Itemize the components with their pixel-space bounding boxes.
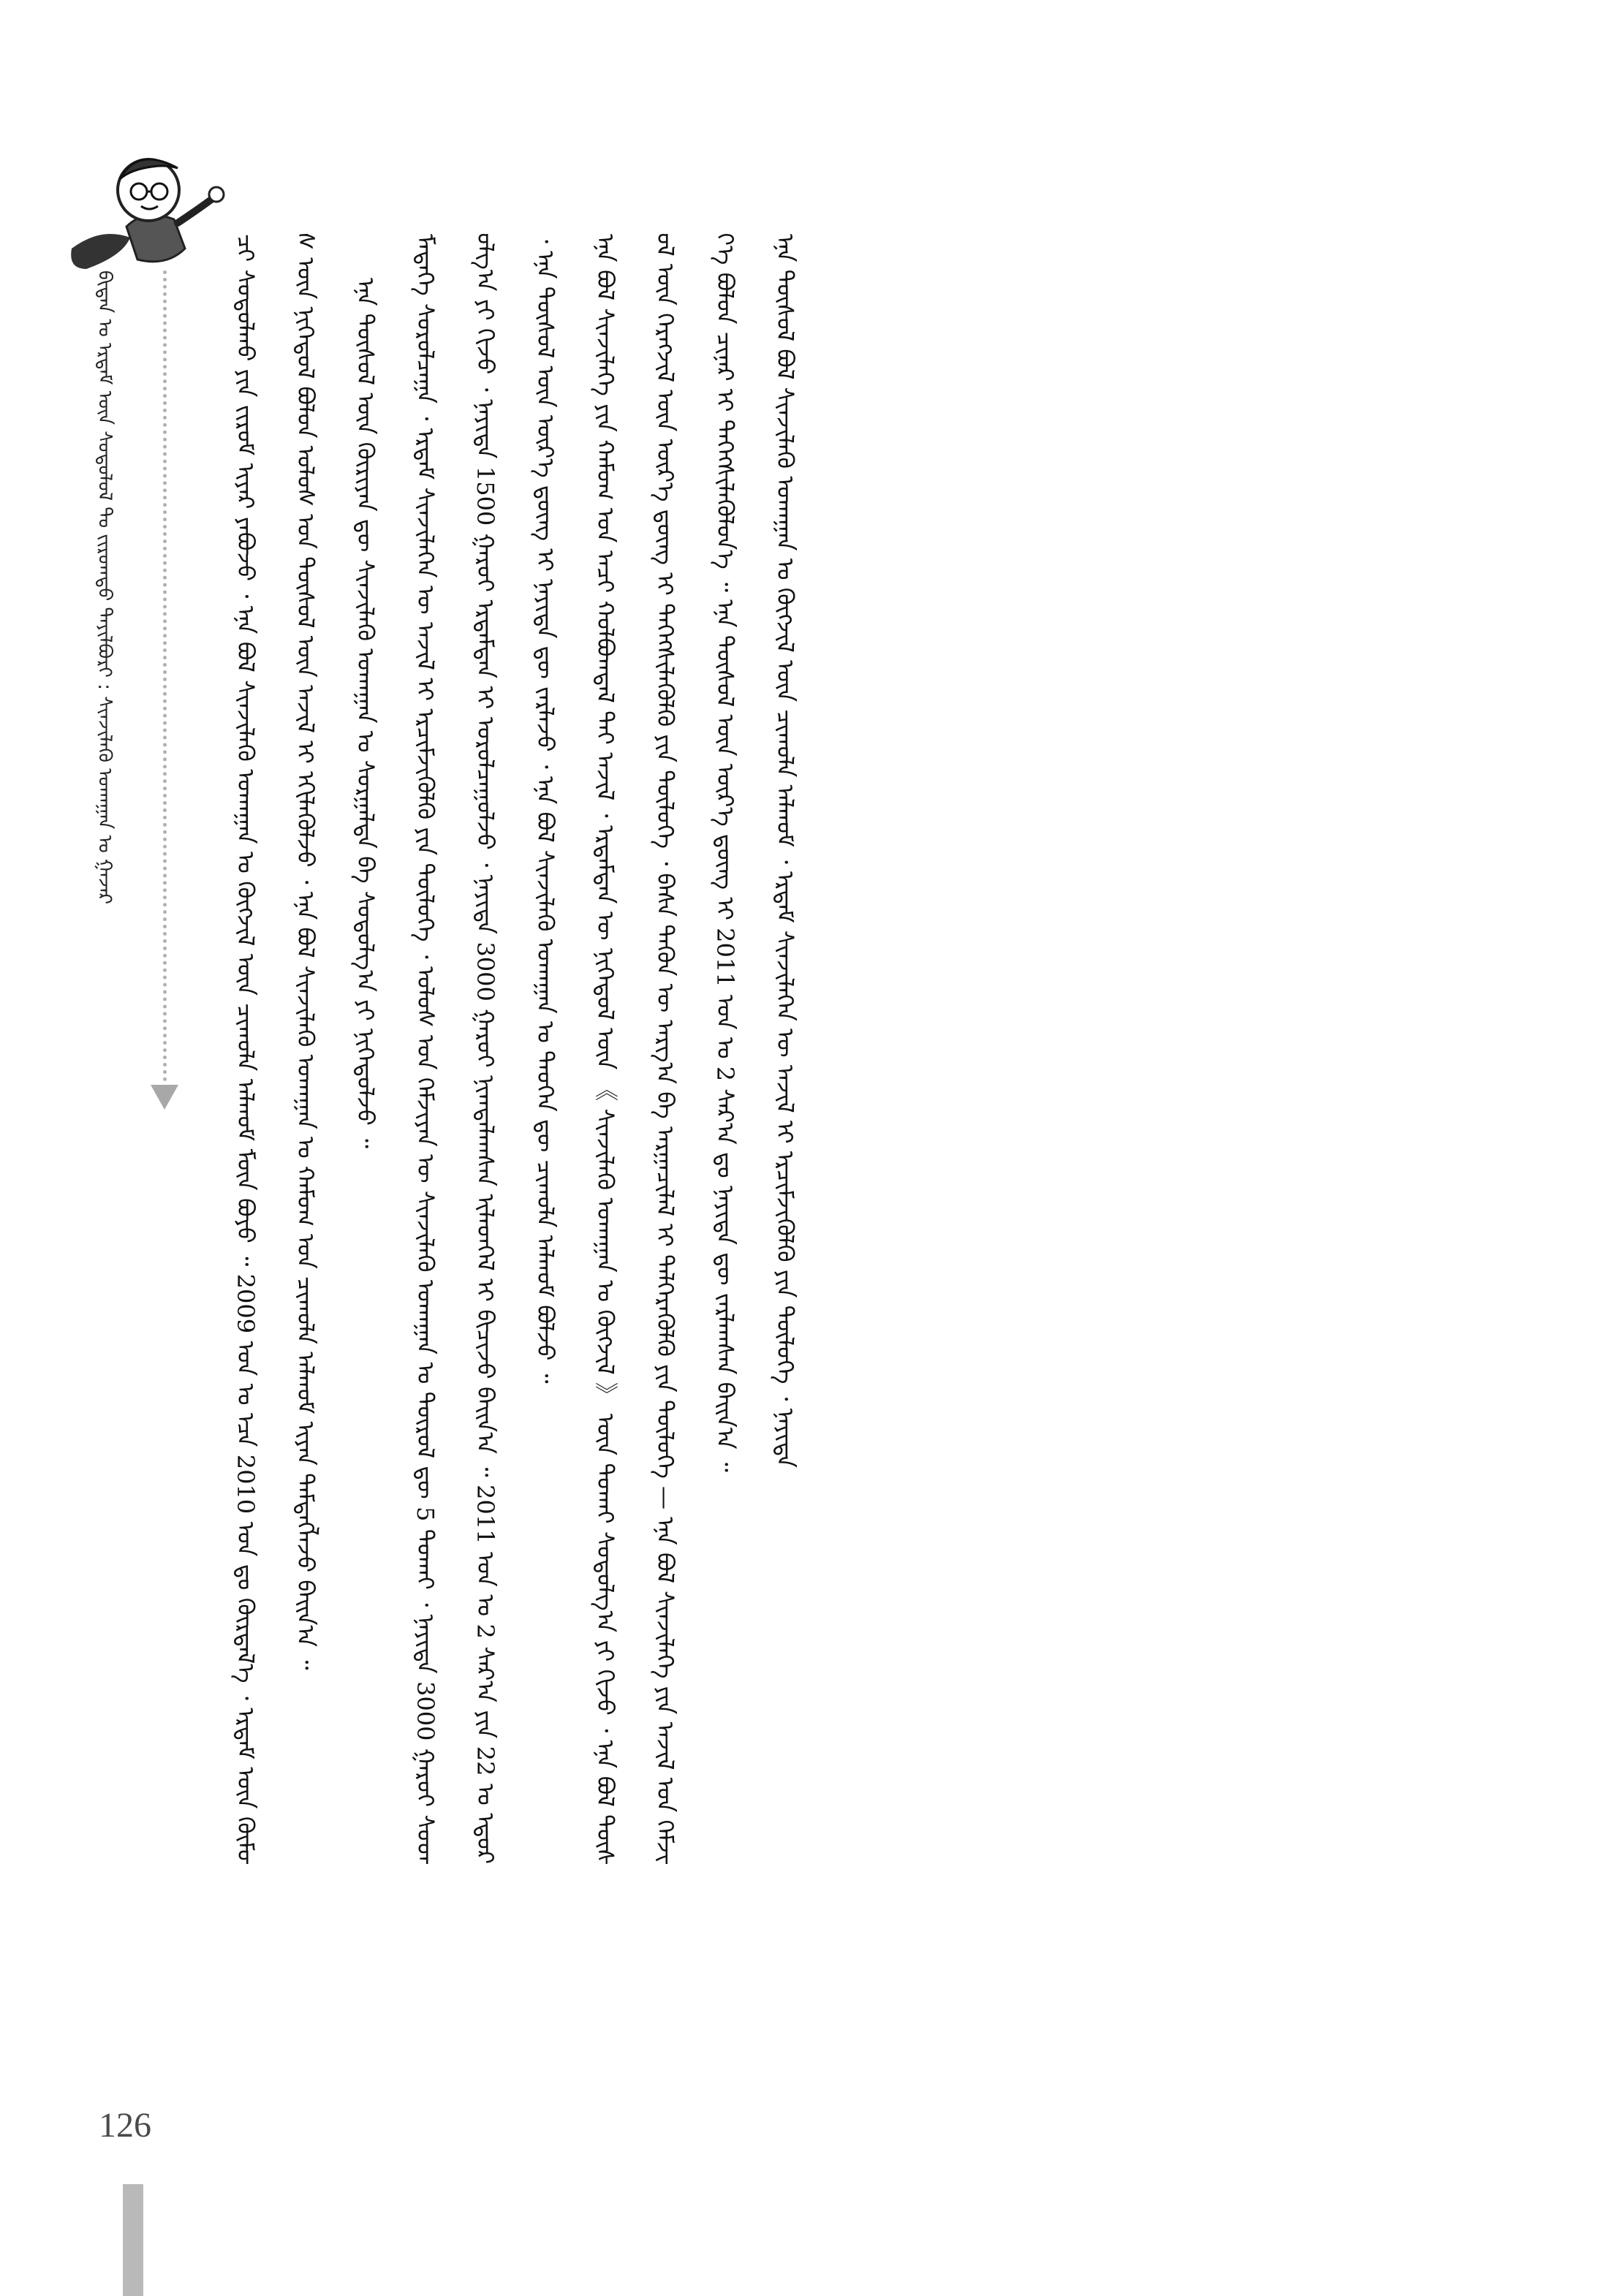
triangle-down-icon: [151, 1085, 178, 1110]
page-edge-tab: [123, 2184, 143, 2296]
paragraph-4: ᠡᠨᠡ ᠪᠣᠯ ᠰᠢᠨᠵᠢᠯᠡᠭᠡ ᠶᠢᠨ ᠬᠠᠮᠤᠭ ᠤᠨ ᠠᠴᠢ ᠬᠣᠯᠪᠣᠭᠳᠠᠯ ᠲᠠᠢ ᠠᠵᠢᠯ ᠂ ᠡᠷᠳᠡᠮᠲᠡᠨ ᠦ ᠨᠢᠭᠡᠳᠦᠯ ᠦᠨ 《 ᠰᠢᠨᠵᠢᠯᠡᠬᠦ ᠤᠬᠠᠭᠠᠨ ᠤ ᠬᠥᠭᠵᠢᠯ 》 ᠦᠨ ᠲᠤᠬᠠᠢ ᠰᠤᠳᠤᠯᠭ᠎ᠠ ᠶᠢ ᠬᠢᠵᠦ ᠂ ᠡᠨᠡ ᠪᠣᠯ ᠲᠥᠰᠥᠯ ᠦᠨ ᠬᠡᠷᠡᠭᠵᠢᠯ ᠦᠨ ᠦᠷ᠎ᠡ ᠳ᠋ᠦᠩ ᠢ ᠳᠡᠭᠡᠭᠰᠢᠯᠡᠭᠦᠯᠬᠦ ᠶᠢᠨ ᠲᠥᠯᠦᠭᠡ ᠂ ᠪᠠᠰᠠ ᠲᠡᠭᠦᠨ ᠦ ᠠᠷᠭ᠎ᠠ ᠪᠠ ᠠᠷᠭᠠᠴᠢᠯᠠᠯ ᠢ ᠳᠡᠯᠭᠡᠷᠡᠭᠦᠯᠬᠦ ᠶᠢᠨ ᠲᠥᠯᠦᠭᠡ — ᠡᠨᠡ ᠪᠣᠯ ᠰᠢᠨᠵᠢᠯᠡᠭᠡ ᠶᠢᠨ ᠠᠵᠢᠯ ᠤᠨ ᠬᠡᠮᠵᠢᠶ᠎ᠡ ᠪᠤᠯᠤᠨ ᠴᠢᠨᠠᠷ ᠢ ᠳᠡᠭᠡᠭᠰᠢᠯᠡᠭᠦᠯᠦᠨ᠎ᠡ ᠃ ᠡᠨᠡ ᠲᠥᠰᠥᠯ ᠦᠨ ᠦᠷ᠎ᠡ ᠳ᠋ᠦᠩ ᠢ 2011 ᠣᠨ ᠤ 2 ᠰᠠᠷ᠎ᠠ ᠳᠤ ᠨᠡᠶᠢᠲᠡ ᠳᠦ ᠵᠠᠷᠯᠠᠭᠰᠠᠨ ᠪᠠᠢᠨ᠎ᠠ ᠃: [591, 234, 739, 1864]
cartoon-boy-with-glasses-and-scarf-icon: [57, 139, 225, 278]
hand-shape: [209, 187, 224, 202]
page-number: 126: [99, 2106, 151, 2145]
paragraph-2: ᠡᠨᠡ ᠲᠥᠰᠥᠯ ᠦᠨ ᠬᠦᠷᠢᠶᠡᠨ ᠳᠦ ᠰᠢᠨᠵᠢᠯᠡᠬᠦ ᠤᠬᠠᠭᠠᠨ ᠤ ᠰᠤᠷᠭᠠᠯᠲᠠ ᠪᠠ ᠰᠤᠳᠤᠯᠭ᠎ᠠ ᠶᠢ ᠨᠢᠭᠡᠳᠦᠯᠵᠦ ᠃: [352, 278, 379, 1148]
paragraph-1: ᠴᠢ ᠰᠤᠳᠤᠯᠬᠤ ᠶᠢᠨ ᠵᠢᠷᠤᠮ ᠢᠶᠡᠷ ᠶᠠᠪᠤᠵᠤ ᠂ ᠡᠨᠡ ᠪᠣᠯ ᠰᠢᠨᠵᠢᠯᠡᠬᠦ ᠤᠬᠠᠭᠠᠨ ᠤ ᠬᠥᠭᠵᠢᠯ ᠦᠨ ᠴᠢᠬᠤᠯᠠ ᠠᠯᠬᠤᠮ ᠮᠥᠨ ᠪᠤᠶᠤ ᠃ 2009 ᠣᠨ ᠤ ᠡᠴᠡ 2010 ᠣᠨ ᠳᠤ ᠬᠦᠷᠲᠡᠯ᠎ᠡ ᠂ ᠡᠷᠳᠡᠮ ᠦᠨ ᠬᠦᠮᠦᠰ ᠦᠨ ᠨᠢᠭᠡᠳᠦᠯ ᠪᠤᠯᠤᠨ ᠤᠯᠤᠰ ᠤᠨ ᠲᠥᠰᠥᠯ ᠦᠨ ᠠᠵᠢᠯ ᠢ ᠡᠬᠢᠯᠡᠭᠦᠯᠵᠦ ᠂ ᠡᠨᠡ ᠪᠣᠯ ᠰᠢᠨᠵᠢᠯᠡᠬᠦ ᠤᠬᠠᠭᠠᠨ ᠤ ᠬᠠᠮᠤᠭ ᠤᠨ ᠴᠢᠬᠤᠯᠠ ᠠᠯᠬᠤᠮ ᠢᠶᠠᠨ ᠲᠡᠮᠳᠡᠭᠯᠡᠵᠦ ᠪᠠᠢᠨ᠎ᠠ ᠃: [232, 234, 319, 1864]
header-dotted-rule: [163, 270, 167, 1082]
paragraph-5: ᠡᠨᠡ ᠲᠥᠰᠥᠯ ᠪᠣᠯ ᠰᠢᠨᠵᠢᠯᠡᠬᠦ ᠤᠬᠠᠭᠠᠨ ᠤ ᠬᠥᠭᠵᠢᠯ ᠦᠨ ᠴᠢᠬᠤᠯᠠ ᠠᠯᠬᠤᠮ ᠂ ᠡᠷᠳᠡᠮ ᠰᠢᠨᠵᠢᠯᠡᠭᠡᠨ ᠦ ᠠᠵᠢᠯ ᠢ ᠡᠷᠴᠢᠮᠵᠢᠭᠦᠯᠬᠦ ᠶᠢᠨ ᠲᠥᠯᠦᠭᠡ ᠂ ᠨᠡᠶᠢᠲᠡ: [771, 234, 799, 1468]
running-header: ᠪᠢᠳᠡᠨ ᠤ ᠡᠷᠲᠡᠮ ᠦᠨ ᠰᠤᠳᠤᠯᠤᠯ ᠲᠤ ᠵᠢᠷᠤᠭᠲᠤ ᠲᠠᠶᠢᠯᠪᠤᠷᠢ : ᠰᠢᠨᠵᠢᠯᠡᠬᠦ ᠤᠬᠠᠭᠠᠨ ᠤ ᠭᠠᠵᠠᠷ: [94, 270, 116, 905]
scarf-shape: [71, 234, 130, 269]
arm-shape: [178, 197, 214, 223]
paragraph-3: ᠮᠡᠳᠡᠭᠡ ᠰᠤᠷᠤᠯᠴᠠᠭᠠ ᠂ ᠡᠷᠳᠡᠮ ᠰᠢᠨᠵᠢᠯᠡᠭᠡᠨ ᠦ ᠠᠵᠢᠯ ᠢ ᠡᠷᠴᠢᠮᠵᠢᠭᠦᠯᠬᠦ ᠶᠢᠨ ᠲᠥᠯᠦᠭᠡ ᠂ ᠤᠯᠤᠰ ᠤᠨ ᠬᠡᠮᠵᠢᠶᠡᠨ ᠦ ᠰᠢᠨᠵᠢᠯᠡᠬᠦ ᠤᠬᠠᠭᠠᠨ ᠤ ᠲᠦᠷᠦᠯ ᠳᠦ 5 ᠲᠤᠬᠠᠢ ᠂ ᠨᠡᠶᠢᠲᠡ 3000 ᠭᠠᠷᠤᠢ ᠰᠤᠳᠤᠯᠭ᠎ᠠ ᠶᠢ ᠬᠢᠵᠦ ᠂ ᠨᠡᠶᠢᠲᠡ 1500 ᠭᠠᠷᠤᠢ ᠡᠷᠳᠡᠮᠲᠡᠨ ᠢ ᠣᠷᠤᠯᠴᠠᠭᠤᠯᠵᠤ ᠂ ᠨᠡᠶᠢᠲᠡ 3000 ᠭᠠᠷᠤᠢ ᠨᠢᠭᠲᠠᠯᠠᠭᠰᠠᠨ ᠢᠯᠡᠳᠬᠡᠯ ᠢ ᠪᠢᠴᠢᠵᠦ ᠪᠠᠢᠨ᠎ᠠ ᠃ 2011 ᠣᠨ ᠤ 2 ᠰᠠᠷ᠎ᠠ ᠶᠢᠨ 22 ᠤ ᠡᠳᠦᠷ ᠂ ᠡᠨᠡ ᠲᠥᠰᠥᠯ ᠦᠨ ᠦᠷ᠎ᠡ ᠳ᠋ᠦᠩ ᠢ ᠨᠡᠶᠢᠲᠡ ᠳᠦ ᠵᠠᠷᠯᠠᠵᠤ ᠂ ᠡᠨᠡ ᠪᠣᠯ ᠰᠢᠨᠵᠢᠯᠡᠬᠦ ᠤᠬᠠᠭᠠᠨ ᠤ ᠲᠡᠦᠬᠡᠨ ᠳᠦ ᠴᠢᠬᠤᠯᠠ ᠠᠯᠬᠤᠮ ᠪᠣᠯᠵᠤ ᠃: [412, 234, 559, 1864]
body-text: [216, 234, 1575, 1864]
mascot-illustration: [57, 139, 225, 278]
